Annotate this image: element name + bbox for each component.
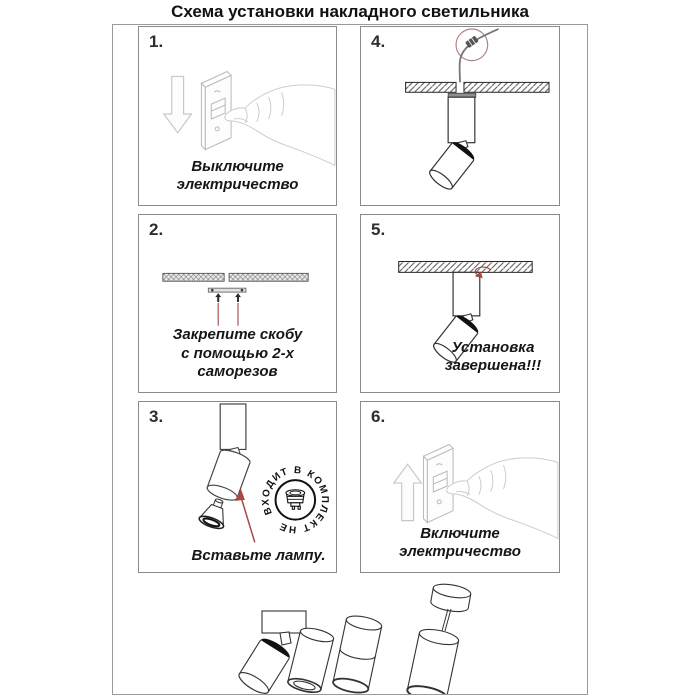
step-caption-2 <box>145 326 330 382</box>
step-caption-3 <box>187 547 330 566</box>
gu10-lamp <box>198 495 232 531</box>
insert-arrow-icon <box>235 489 255 542</box>
cylinder-body-short <box>287 626 335 694</box>
step-number-2: 2. <box>149 220 164 239</box>
caption-line: Включите <box>420 524 500 542</box>
page-title: Схема установки накладного светильника <box>171 2 529 21</box>
ceiling-section <box>399 261 532 272</box>
step-number-4: 4. <box>371 32 386 51</box>
screw-icon <box>215 293 221 326</box>
ceiling-section <box>406 82 549 92</box>
fixture-mount-body <box>220 404 246 449</box>
step-caption-6 <box>367 525 553 563</box>
hand-pressing-switch-sketch <box>225 85 335 166</box>
caption-line: электричество <box>399 543 521 561</box>
stamp-circular-text: ВХОДИТ В КОМПЛЕКТ НЕ <box>260 464 331 535</box>
caption-line: электричество <box>176 176 299 194</box>
wall-switch-sketch <box>201 72 231 150</box>
step-number-1: 1. <box>149 32 164 51</box>
step-number-6: 6. <box>371 407 386 426</box>
pendant-cylinder <box>406 582 472 694</box>
mounting-bracket <box>208 288 246 292</box>
step-panel-5 <box>360 214 560 393</box>
step-number-5: 5. <box>371 220 386 239</box>
up-arrow-icon <box>394 464 422 520</box>
screw-icon <box>235 293 241 326</box>
caption-line: Установка <box>451 338 535 356</box>
caption-line: с помощью 2-х саморезов <box>181 344 294 381</box>
ceiling-section <box>163 273 308 281</box>
product-variants-illustration <box>112 575 588 694</box>
step-panel-4 <box>360 26 560 206</box>
down-arrow-icon <box>164 76 192 132</box>
step-panel-6 <box>360 401 560 573</box>
step-number-3: 3. <box>149 407 164 426</box>
wiring-through-ceiling-illustration <box>361 27 559 205</box>
fixture-mount-body <box>448 97 475 142</box>
cylinder-body-long <box>332 613 383 694</box>
supply-wire <box>460 29 499 82</box>
caption-line: Вставьте лампу. <box>191 547 326 565</box>
step-caption-1 <box>145 158 330 196</box>
step-panel-2 <box>138 214 337 393</box>
caption-line: Закрепите скобу <box>172 325 303 343</box>
spot-head <box>427 139 477 192</box>
spot-head-and-lamp <box>195 447 252 532</box>
not-included-stamp <box>260 465 330 535</box>
caption-line: завершена!!! <box>444 357 542 375</box>
step-caption-5 <box>433 339 553 377</box>
caption-line: Выключите <box>191 157 284 175</box>
fixture-mount-body <box>453 272 480 316</box>
step-panel-1 <box>138 26 337 206</box>
wall-switch-sketch <box>423 445 453 523</box>
step-panel-3 <box>138 401 337 573</box>
